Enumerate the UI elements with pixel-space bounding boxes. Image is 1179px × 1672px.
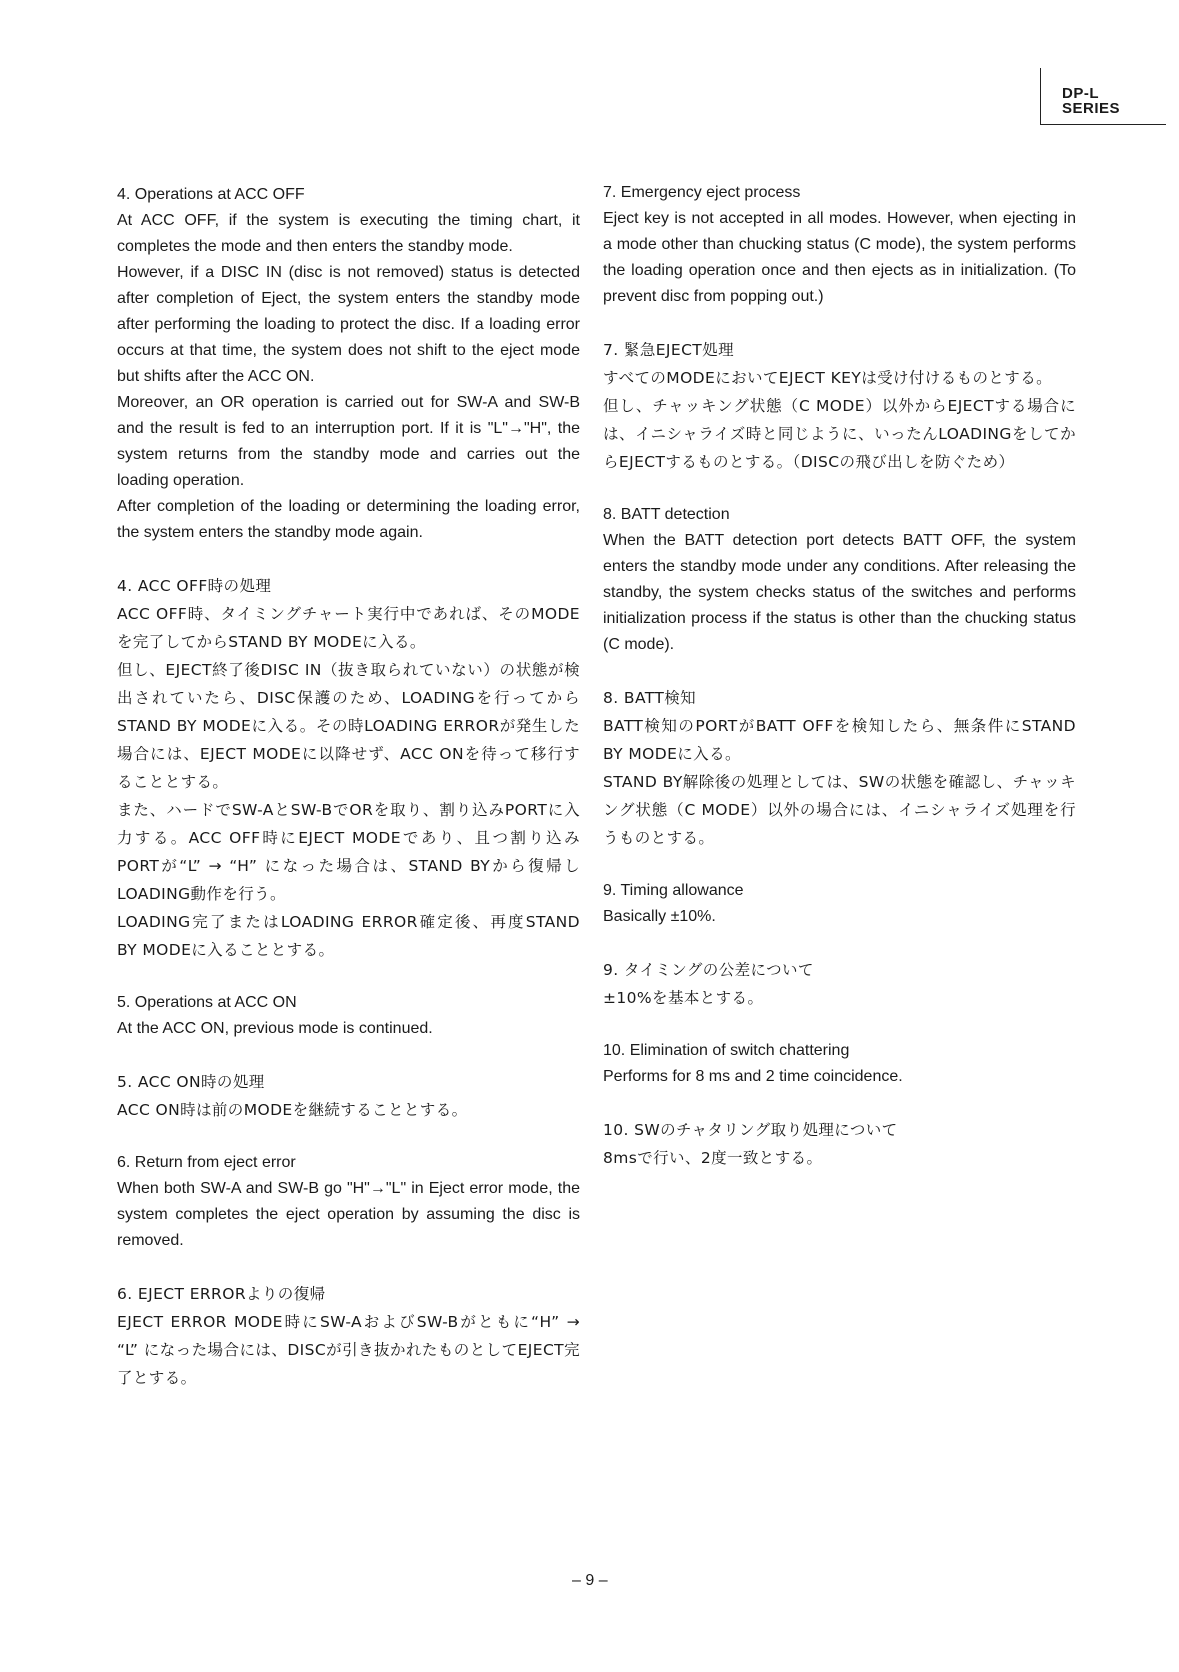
section-paragraph: ±10%を基本とする。 bbox=[603, 989, 764, 1007]
section bbox=[603, 502, 1076, 658]
section-heading: 10. SWのチャタリング取り処理について bbox=[603, 1121, 898, 1139]
section-paragraph: ACC ON時は前のMODEを継続することとする。 bbox=[117, 1101, 468, 1119]
section-paragraph: ACC OFF時、タイミングチャート実行中であれば、そのMODEを完了してからSTAND BY MODEに入る。 bbox=[117, 605, 580, 651]
section-paragraph: 8msで行い、2度一致とする。 bbox=[603, 1149, 823, 1167]
right-column bbox=[603, 180, 1076, 1198]
section bbox=[603, 684, 1076, 852]
section-heading: 5. ACC ON時の処理 bbox=[117, 1073, 265, 1091]
section bbox=[603, 180, 1076, 310]
section-paragraph: When both SW-A and SW-B go "H"→"L" in Eject error mode, the system completes the eject operation by assuming the disc is removed. bbox=[117, 1180, 580, 1249]
section-heading: 9. タイミングの公差について bbox=[603, 961, 814, 979]
section-paragraph: Moreover, an OR operation is carried out for SW-A and SW-B and the result is fed to an interruption port. If it is "L"→"H", the system returns from the standby mode and carries out the loading operation. bbox=[117, 394, 580, 489]
section-paragraph: すべてのMODEにおいてEJECT KEYは受け付けるものとする。 bbox=[603, 369, 1052, 387]
header-series: SERIES bbox=[1062, 100, 1121, 117]
section-heading: 8. BATT検知 bbox=[603, 689, 697, 707]
section-paragraph: After completion of the loading or determining the loading error, the system enters the standby mode again. bbox=[117, 498, 580, 541]
section-paragraph: BATT検知のPORTがBATT OFFを検知したら、無条件にSTAND BY MODEに入る。 bbox=[603, 717, 1076, 763]
section-paragraph: 但し、チャッキング状態（C MODE）以外からEJECTする場合には、イニシャライズ時と同じように、いったんLOADINGをしてからEJECTするものとする。（DISCの飛び出しを防ぐため） bbox=[603, 397, 1076, 471]
left-column bbox=[117, 182, 580, 1418]
section-paragraph: Basically ±10%. bbox=[603, 908, 716, 925]
section-paragraph: また、ハードでSW-AとSW-BでORを取り、割り込みPORTに入力する。ACC OFF時にEJECT MODEであり、且つ割り込みPORTが“L” → “H” になった場合は、STAND BYから復帰しLOADING動作を行う。 bbox=[117, 801, 580, 903]
section bbox=[117, 1280, 580, 1392]
section bbox=[603, 336, 1076, 476]
section-heading: 6. EJECT ERRORよりの復帰 bbox=[117, 1285, 326, 1303]
section-paragraph: When the BATT detection port detects BATT OFF, the system enters the standby mode under any conditions. After releasing the standby, the system checks status of the switches and performs initialization process if the status is other than the chucking status (C mode). bbox=[603, 532, 1076, 653]
section-heading: 9. Timing allowance bbox=[603, 882, 744, 899]
section-paragraph: LOADING完了またはLOADING ERROR確定後、再度STAND BY MODEに入ることとする。 bbox=[117, 913, 580, 959]
section-heading: 6. Return from eject error bbox=[117, 1154, 296, 1171]
section-paragraph: EJECT ERROR MODE時にSW-AおよびSW-Bがともに“H” → “L” になった場合には、DISCが引き抜かれたものとしてEJECT完了とする。 bbox=[117, 1313, 580, 1387]
section bbox=[117, 1150, 580, 1254]
section-heading: 5. Operations at ACC ON bbox=[117, 994, 297, 1011]
section-heading: 8. BATT detection bbox=[603, 506, 730, 523]
section-paragraph: At ACC OFF, if the system is executing the timing chart, it completes the mode and then enters the standby mode. bbox=[117, 212, 580, 255]
series-header bbox=[1062, 86, 1120, 116]
section bbox=[117, 1068, 580, 1124]
section bbox=[603, 1116, 1076, 1172]
section bbox=[117, 182, 580, 546]
section-heading: 7. Emergency eject process bbox=[603, 184, 801, 201]
section-heading: 4. ACC OFF時の処理 bbox=[117, 577, 272, 595]
section-paragraph: 但し、EJECT終了後DISC IN（抜き取られていない）の状態が検出されていたら、DISC保護のため、LOADINGを行ってからSTAND BY MODEに入る。その時LOADING ERRORが発生した場合には、EJECT MODEに以降せず、ACC ONを待って移行することとする。 bbox=[117, 661, 580, 791]
section bbox=[117, 572, 580, 964]
section-heading: 4. Operations at ACC OFF bbox=[117, 186, 305, 203]
section-paragraph: However, if a DISC IN (disc is not removed) status is detected after completion of Eject, the system enters the standby mode after performing the loading to protect the disc. If a loading error occurs at that time, the system does not shift to the eject mode but shifts after the ACC ON. bbox=[117, 264, 580, 385]
section bbox=[603, 878, 1076, 930]
section-paragraph: At the ACC ON, previous mode is continued. bbox=[117, 1020, 433, 1037]
section-heading: 10. Elimination of switch chattering bbox=[603, 1042, 850, 1059]
section bbox=[117, 990, 580, 1042]
section-paragraph: STAND BY解除後の処理としては、SWの状態を確認し、チャッキング状態（C MODE）以外の場合には、イニシャライズ処理を行うものとする。 bbox=[603, 773, 1076, 847]
section bbox=[603, 956, 1076, 1012]
section-paragraph: Performs for 8 ms and 2 time coincidence. bbox=[603, 1068, 903, 1085]
section-heading: 7. 緊急EJECT処理 bbox=[603, 341, 734, 359]
header-model: DP-L bbox=[1062, 85, 1099, 102]
page-number: – 9 – bbox=[572, 1572, 608, 1589]
section-paragraph: Eject key is not accepted in all modes. However, when ejecting in a mode other than chucking status (C mode), the system performs the loading operation once and then ejects as in initialization. (To prevent disc from popping out.) bbox=[603, 210, 1076, 305]
section bbox=[603, 1038, 1076, 1090]
